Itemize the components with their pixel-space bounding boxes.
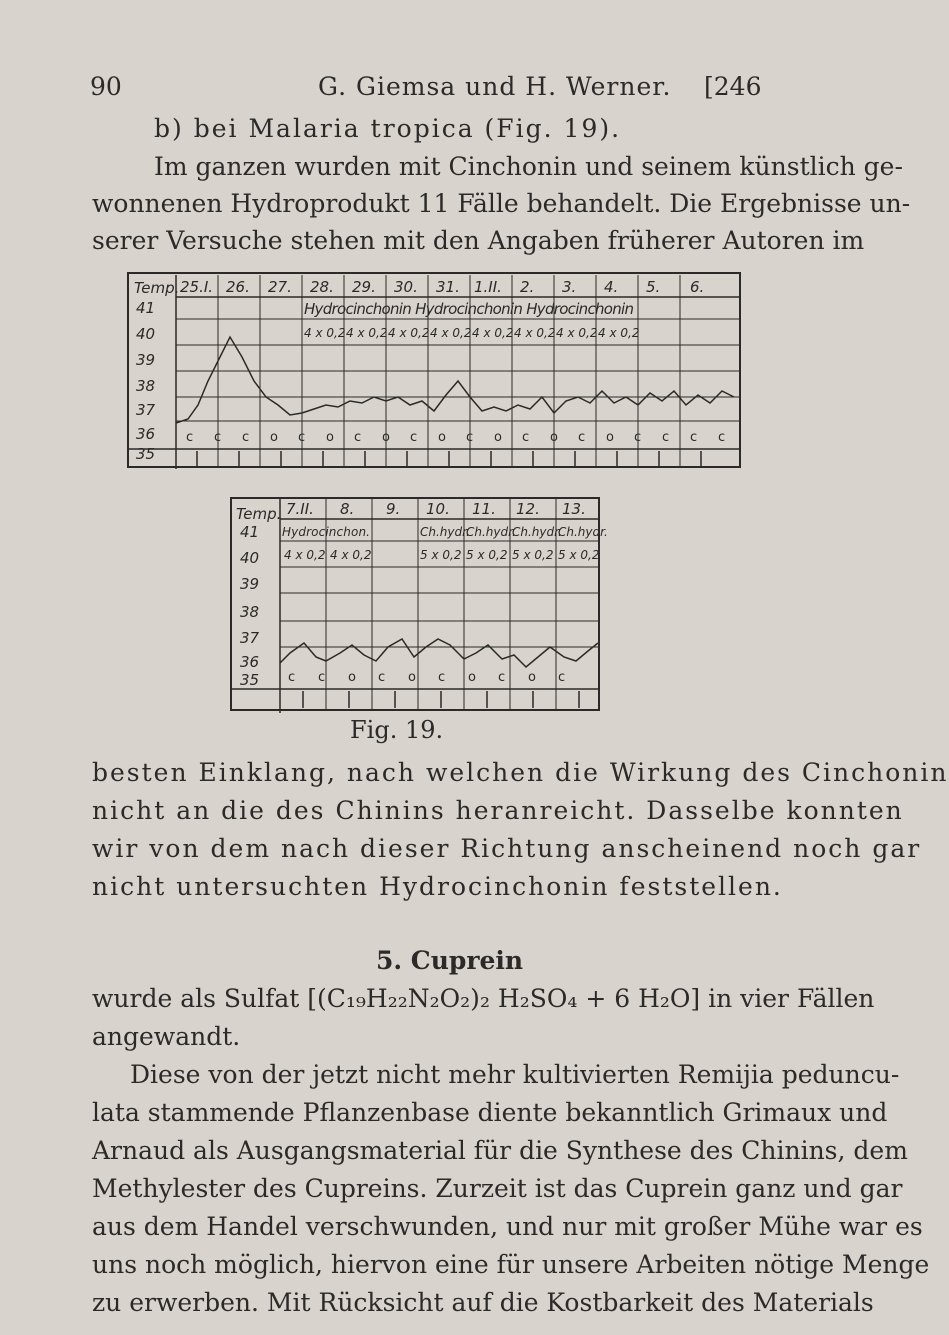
body-line: besten Einklang, nach welchen die Wirkung des Cinchonin <box>92 758 949 787</box>
body-line: nicht an die des Chinins heranreicht. Dasselbe konnten <box>92 796 904 825</box>
body-line: zu erwerben. Mit Rücksicht auf die Kostbarkeit des Materials <box>92 1288 874 1317</box>
temp-tick: 36 <box>240 653 260 671</box>
temp-tick: 39 <box>240 575 260 593</box>
stool-mark: c <box>214 430 222 445</box>
day-label: 26. <box>226 278 250 296</box>
stool-mark: c <box>438 670 446 685</box>
section-heading-5: 5. Cuprein <box>376 946 524 975</box>
fever-chart-1 <box>128 273 740 469</box>
day-label: 7.II. <box>286 500 314 518</box>
dose-label: 4 x 0,2 <box>346 326 388 340</box>
page-number: 90 <box>90 72 122 101</box>
stool-mark: c <box>298 430 306 445</box>
section-reference: [246 <box>704 72 762 101</box>
day-label: 12. <box>516 500 540 518</box>
day-label: 10. <box>426 500 450 518</box>
day-label: 11. <box>472 500 496 518</box>
body-line: Arnaud als Ausgangsmaterial für die Synthese des Chinins, dem <box>92 1136 908 1165</box>
section-heading-b: b) bei Malaria tropica (Fig. 19). <box>154 114 622 143</box>
body-line: uns noch möglich, hiervon eine für unsere Arbeiten nötige Menge <box>92 1250 930 1279</box>
day-label: 3. <box>562 278 577 296</box>
dose-label: 4 x 0,2 <box>388 326 430 340</box>
temp-axis-label: Temp. <box>236 505 282 523</box>
body-line: lata stammende Pflanzenbase diente bekanntlich Grimaux und <box>92 1098 888 1127</box>
drug-annotation: Hydrocinchonin Hydrocinchonin Hydrocinchonin <box>304 300 634 318</box>
day-label: 6. <box>690 278 705 296</box>
temp-tick: 41 <box>240 523 260 541</box>
drug-label: Ch.hydr. <box>558 525 608 539</box>
day-label: 9. <box>386 500 401 518</box>
stool-mark: o <box>528 670 536 685</box>
intro-line-1: Im ganzen wurden mit Cinchonin und seinem künstlich ge- <box>154 152 903 181</box>
dose-label: 4 x 0,2 <box>330 548 372 562</box>
body-line: nicht untersuchten Hydrocinchonin feststellen. <box>92 872 783 901</box>
stool-marks-2 <box>288 670 565 685</box>
drug-label: Hydrocinchon. <box>282 525 370 539</box>
dose-label: 4 x 0,2 <box>598 326 640 340</box>
body-line: wir von dem nach dieser Richtung anscheinend noch gar <box>92 834 922 863</box>
drug-label: Ch.hydr. <box>420 525 470 539</box>
stool-mark: o <box>494 430 502 445</box>
stool-mark: o <box>270 430 278 445</box>
dose-label: 4 x 0,2 <box>556 326 598 340</box>
body-line: aus dem Handel verschwunden, und nur mit großer Mühe war es <box>92 1212 923 1241</box>
stool-marks-1 <box>186 430 725 445</box>
stool-mark: o <box>382 430 390 445</box>
stool-mark: c <box>242 430 250 445</box>
temp-tick: 40 <box>240 549 260 567</box>
temp-tick: 39 <box>136 351 156 369</box>
day-label: 4. <box>604 278 619 296</box>
day-label: 8. <box>340 500 355 518</box>
intro-line-2: wonnenen Hydroprodukt 11 Fälle behandelt. Die Ergebnisse un- <box>92 189 911 218</box>
temp-tick: 35 <box>136 445 156 463</box>
stool-mark: c <box>410 430 418 445</box>
day-label: 30. <box>394 278 418 296</box>
stool-mark: o <box>326 430 334 445</box>
dose-label: 5 x 0,2 <box>466 548 508 562</box>
dose-label: 4 x 0,2 <box>472 326 514 340</box>
stool-mark: c <box>466 430 474 445</box>
day-label: 28. <box>310 278 334 296</box>
temp-tick: 38 <box>240 603 260 621</box>
stool-mark: c <box>318 670 326 685</box>
dose-label: 4 x 0,2 <box>430 326 472 340</box>
stool-mark: o <box>438 430 446 445</box>
temperature-curve-2 <box>280 639 598 667</box>
temp-tick: 40 <box>136 325 156 343</box>
temp-tick: 36 <box>136 425 156 443</box>
running-title: G. Giemsa und H. Werner. <box>318 72 672 101</box>
drug-label: Ch.hydr. <box>466 525 516 539</box>
temp-tick: 37 <box>136 401 156 419</box>
day-label: 5. <box>646 278 661 296</box>
body-line: Methylester des Cupreins. Zurzeit ist das Cuprein ganz und gar <box>92 1174 903 1203</box>
day-label: 2. <box>520 278 535 296</box>
day-label: 25.I. <box>180 278 214 296</box>
temp-tick: 38 <box>136 377 156 395</box>
fever-chart-2 <box>230 497 608 713</box>
stool-mark: c <box>662 430 670 445</box>
stool-mark: c <box>690 430 698 445</box>
formula-line-2: angewandt. <box>92 1022 241 1051</box>
stool-mark: c <box>186 430 194 445</box>
stool-mark: o <box>606 430 614 445</box>
stool-mark: c <box>718 430 726 445</box>
day-label: 1.II. <box>474 278 502 296</box>
stool-mark: o <box>550 430 558 445</box>
stool-mark: c <box>498 670 506 685</box>
temp-tick: 37 <box>240 629 260 647</box>
stool-mark: c <box>378 670 386 685</box>
stool-mark: c <box>288 670 296 685</box>
body-line: Diese von der jetzt nicht mehr kultivierten Remijia peduncu- <box>130 1060 900 1089</box>
intro-line-3: serer Versuche stehen mit den Angaben früherer Autoren im <box>92 226 865 255</box>
dose-label: 5 x 0,2 <box>558 548 600 562</box>
dose-label: 4 x 0,2 <box>284 548 326 562</box>
stool-mark: c <box>634 430 642 445</box>
day-label: 27. <box>268 278 292 296</box>
figure-caption: Fig. 19. <box>350 716 444 744</box>
temp-tick: 41 <box>136 299 156 317</box>
stool-mark: o <box>348 670 356 685</box>
stool-mark: c <box>522 430 530 445</box>
dose-label: 4 x 0,2 <box>514 326 556 340</box>
formula-line: wurde als Sulfat [(C₁₉H₂₂N₂O₂)₂ H₂SO₄ + 6 H₂O] in vier Fällen <box>92 984 875 1013</box>
day-label: 29. <box>352 278 376 296</box>
stool-mark: c <box>578 430 586 445</box>
day-label: 13. <box>562 500 586 518</box>
temp-axis-label: Temp. <box>134 279 180 297</box>
dose-label: 4 x 0,2 <box>304 326 346 340</box>
running-header <box>0 72 800 112</box>
dose-label: 5 x 0,2 <box>512 548 554 562</box>
drug-label: Ch.hydr. <box>512 525 562 539</box>
stool-mark: o <box>468 670 476 685</box>
day-label: 31. <box>436 278 460 296</box>
dose-label: 5 x 0,2 <box>420 548 462 562</box>
stool-mark: c <box>558 670 566 685</box>
temp-tick: 35 <box>240 671 260 689</box>
stool-mark: o <box>408 670 416 685</box>
stool-mark: c <box>354 430 362 445</box>
